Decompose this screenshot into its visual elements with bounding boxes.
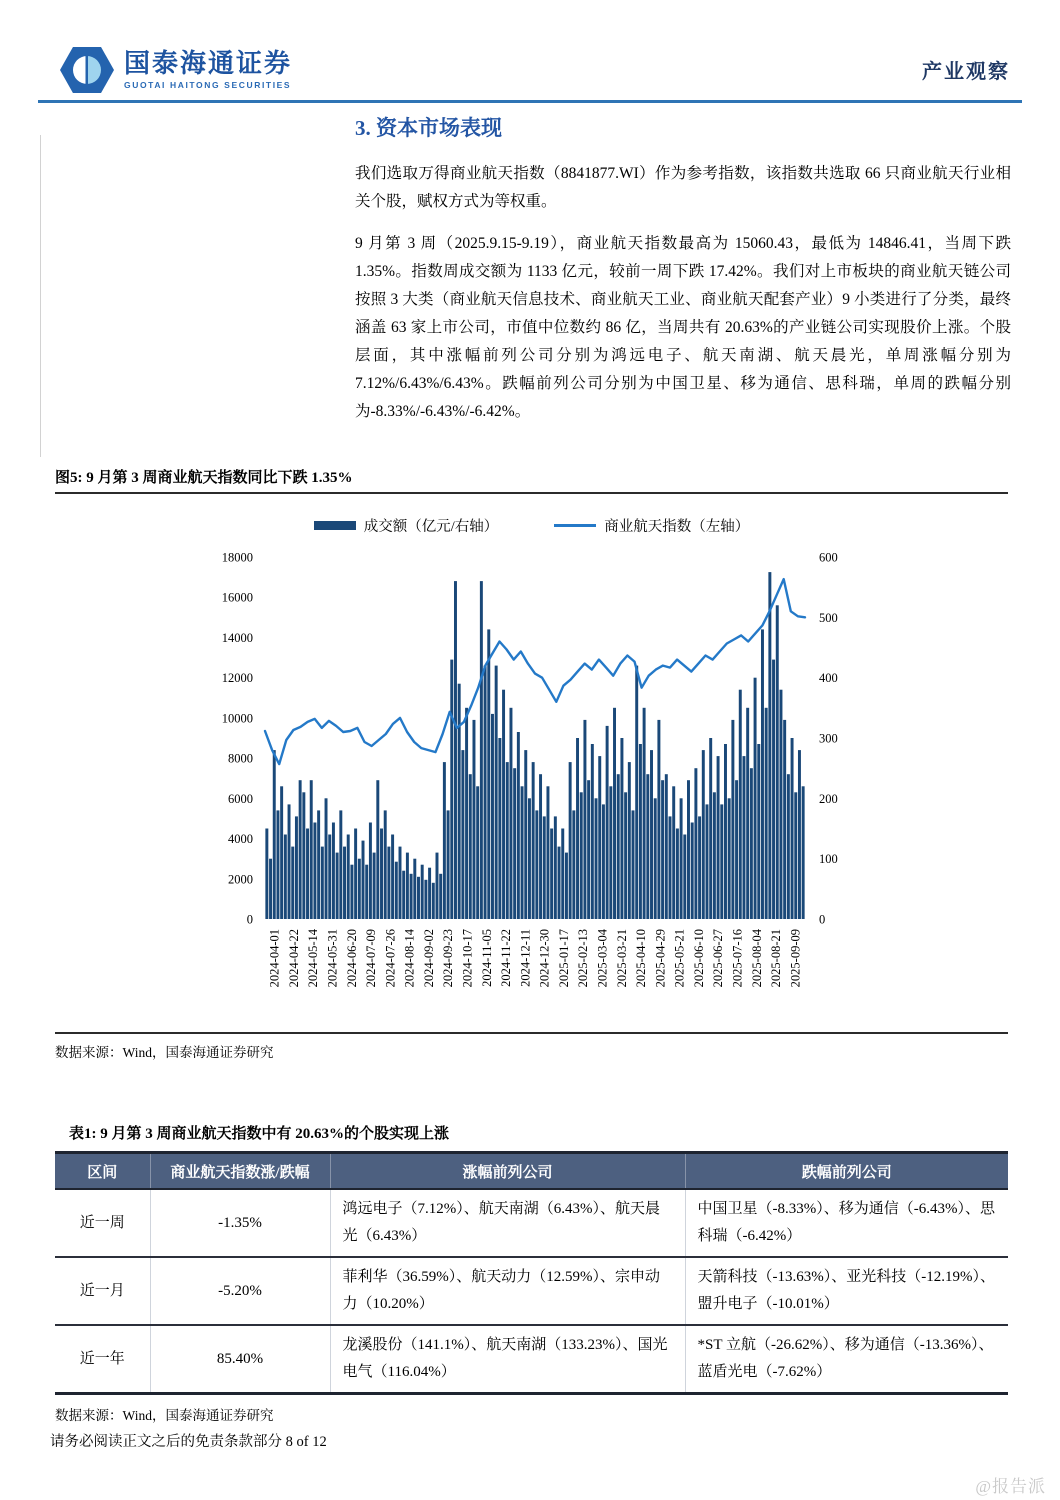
table-row bbox=[55, 1189, 1008, 1257]
figure5-bottom-rule bbox=[55, 1032, 1008, 1034]
brand-logo bbox=[60, 47, 292, 93]
svg-text:2025-08-04: 2025-08-04 bbox=[749, 929, 764, 988]
table-cell: 菲利华（36.59%）、航天动力（12.59%）、宗申动力（10.20%） bbox=[330, 1257, 685, 1325]
paragraph: 9 月第 3 周（2025.9.15-9.19），商业航天指数最高为 15060.43，最低为 14846.41，当周下跌 1.35%。指数周成交额为 1133 亿元，较前一周下跌 17.42%。我们对上市板块的商业航天链公司按照 3 大类（商业航天信息技术、商业航天工业、商业航天配套产业）9 小类进行了分类，最终涵盖 63 家上市公司，市值中位数约 86 亿，当周共有 20.63%的产业链公司实现股价上涨。个股层面，其中涨幅前列公司分别为鸿远电子、航天南湖、航天晨光，单周涨幅分别为 7.12%/6.43%/6.43%。跌幅前列公司分别为中国卫星、移为通信、思科瑞，单周的跌幅分别为-8.33%/-6.43%/-6.42%。 bbox=[355, 235, 1011, 420]
svg-text:200: 200 bbox=[819, 791, 838, 806]
svg-text:2024-11-22: 2024-11-22 bbox=[499, 929, 514, 987]
table-cell: 天箭科技（-13.63%）、亚光科技（-12.19%）、盟升电子（-10.01%） bbox=[685, 1257, 1008, 1325]
col-header-index-change: 商业航天指数涨/跌幅 bbox=[150, 1153, 330, 1190]
table1-source: 数据来源：Wind，国泰海通证券研究 bbox=[55, 1408, 274, 1423]
svg-text:300: 300 bbox=[819, 731, 838, 746]
svg-text:2024-09-23: 2024-09-23 bbox=[441, 929, 456, 988]
svg-text:2025-04-10: 2025-04-10 bbox=[634, 929, 649, 988]
svg-text:16000: 16000 bbox=[221, 590, 253, 605]
report-category: 产业观察 bbox=[922, 61, 1010, 83]
svg-text:2025-07-16: 2025-07-16 bbox=[730, 929, 745, 988]
brand-name-en: GUOTAI HAITONG SECURITIES bbox=[124, 79, 292, 90]
table-cell: 中国卫星（-8.33%）、移为通信（-6.43%）、思科瑞（-6.42%） bbox=[685, 1189, 1008, 1257]
svg-text:2024-06-20: 2024-06-20 bbox=[344, 929, 359, 988]
svg-text:2024-10-17: 2024-10-17 bbox=[460, 929, 475, 988]
brand-text bbox=[124, 48, 293, 90]
header-divider bbox=[38, 100, 1022, 103]
figure5-source: 数据来源：Wind，国泰海通证券研究 bbox=[55, 1045, 274, 1060]
table-body bbox=[55, 1189, 1008, 1394]
footer-disclaimer: 请务必阅读正文之后的免责条款部分 8 of 12 bbox=[50, 1434, 327, 1450]
svg-text:18000: 18000 bbox=[221, 550, 253, 565]
col-header-top-losers: 跌幅前列公司 bbox=[685, 1153, 1008, 1190]
table-cell: -1.35% bbox=[150, 1189, 330, 1257]
company-logo-icon bbox=[60, 47, 114, 93]
svg-text:2025-04-29: 2025-04-29 bbox=[653, 929, 668, 988]
table-cell: -5.20% bbox=[150, 1257, 330, 1325]
table-cell: 龙溪股份（141.1%）、航天南湖（133.23%）、国光电气（116.04%） bbox=[330, 1325, 685, 1394]
svg-text:2025-06-27: 2025-06-27 bbox=[711, 929, 726, 988]
svg-text:2025-06-10: 2025-06-10 bbox=[691, 929, 706, 988]
table-header-row bbox=[55, 1153, 1008, 1190]
svg-text:2024-04-22: 2024-04-22 bbox=[286, 929, 301, 988]
svg-text:2025-01-17: 2025-01-17 bbox=[556, 929, 571, 988]
svg-text:2025-05-21: 2025-05-21 bbox=[672, 929, 687, 988]
svg-text:400: 400 bbox=[819, 671, 838, 686]
table1 bbox=[55, 1151, 1008, 1395]
section-title: 3. 资本市场表现 bbox=[355, 116, 502, 140]
svg-text:2025-03-21: 2025-03-21 bbox=[614, 929, 629, 988]
svg-text:8000: 8000 bbox=[228, 751, 253, 766]
table-cell: 鸿远电子（7.12%）、航天南湖（6.43%）、航天晨光（6.43%） bbox=[330, 1189, 685, 1257]
svg-text:2024-05-14: 2024-05-14 bbox=[306, 929, 321, 988]
svg-text:600: 600 bbox=[819, 550, 838, 565]
svg-text:2024-07-26: 2024-07-26 bbox=[383, 929, 398, 988]
col-header-period: 区间 bbox=[55, 1153, 150, 1190]
svg-text:2000: 2000 bbox=[228, 872, 253, 887]
svg-text:0: 0 bbox=[246, 912, 253, 927]
table1-section bbox=[55, 1122, 1008, 1424]
table-cell: 85.40% bbox=[150, 1325, 330, 1394]
svg-text:500: 500 bbox=[819, 610, 838, 625]
legend-label-turnover: 成交额（亿元/右轴） bbox=[363, 518, 499, 535]
figure5-title: 图5: 9 月第 3 周商业航天指数同比下跌 1.35% bbox=[55, 470, 353, 486]
svg-text:2024-09-02: 2024-09-02 bbox=[421, 929, 436, 988]
svg-text:2024-07-09: 2024-07-09 bbox=[364, 929, 379, 988]
svg-text:2024-04-01: 2024-04-01 bbox=[267, 929, 282, 988]
svg-text:2024-12-30: 2024-12-30 bbox=[537, 929, 552, 988]
svg-text:2025-03-04: 2025-03-04 bbox=[595, 929, 610, 988]
svg-text:12000: 12000 bbox=[221, 671, 253, 686]
table-cell: *ST 立航（-26.62%）、移为通信（-13.36%）、蓝盾光电（-7.62%） bbox=[685, 1325, 1008, 1394]
table-row bbox=[55, 1257, 1008, 1325]
table-cell: 近一年 bbox=[79, 1350, 125, 1367]
table1-title: 表1: 9 月第 3 周商业航天指数中有 20.63%的个股实现上涨 bbox=[69, 1126, 449, 1142]
table-cell: 近一月 bbox=[55, 1257, 150, 1325]
paragraph: 我们选取万得商业航天指数（8841877.WI）作为参考指数，该指数共选取 66 只商业航天行业相关个股，赋权方式为等权重。 bbox=[355, 165, 1011, 210]
col-header-top-gainers: 涨幅前列公司 bbox=[330, 1153, 685, 1190]
svg-text:2025-02-13: 2025-02-13 bbox=[576, 929, 591, 988]
svg-text:0: 0 bbox=[819, 912, 826, 927]
margin-change-bar bbox=[40, 135, 41, 457]
svg-text:2024-05-31: 2024-05-31 bbox=[325, 929, 340, 988]
figure5-top-rule bbox=[55, 492, 1008, 494]
svg-text:2024-08-14: 2024-08-14 bbox=[402, 929, 417, 988]
table-cell: 近一周 bbox=[55, 1189, 150, 1257]
svg-text:14000: 14000 bbox=[221, 630, 253, 645]
svg-text:10000: 10000 bbox=[221, 711, 253, 726]
legend-label-index: 商业航天指数（左轴） bbox=[604, 518, 750, 535]
body-column bbox=[355, 112, 1011, 440]
svg-text:2025-08-21: 2025-08-21 bbox=[769, 929, 784, 988]
figure5-chart-svg bbox=[55, 527, 1008, 1027]
svg-text:4000: 4000 bbox=[228, 832, 253, 847]
svg-text:2025-09-09: 2025-09-09 bbox=[788, 929, 803, 988]
figure5-chart bbox=[55, 527, 1008, 1032]
svg-text:6000: 6000 bbox=[228, 791, 253, 806]
svg-text:2024-11-05: 2024-11-05 bbox=[479, 929, 494, 987]
figure5 bbox=[55, 466, 1008, 1061]
watermark: @报告派 bbox=[975, 1477, 1046, 1496]
svg-text:100: 100 bbox=[819, 852, 838, 867]
svg-text:2024-12-11: 2024-12-11 bbox=[518, 929, 533, 987]
brand-name-cn: 国泰海通证券 bbox=[124, 48, 293, 78]
table-row bbox=[55, 1325, 1008, 1394]
logo-circle-glyph bbox=[73, 56, 101, 84]
